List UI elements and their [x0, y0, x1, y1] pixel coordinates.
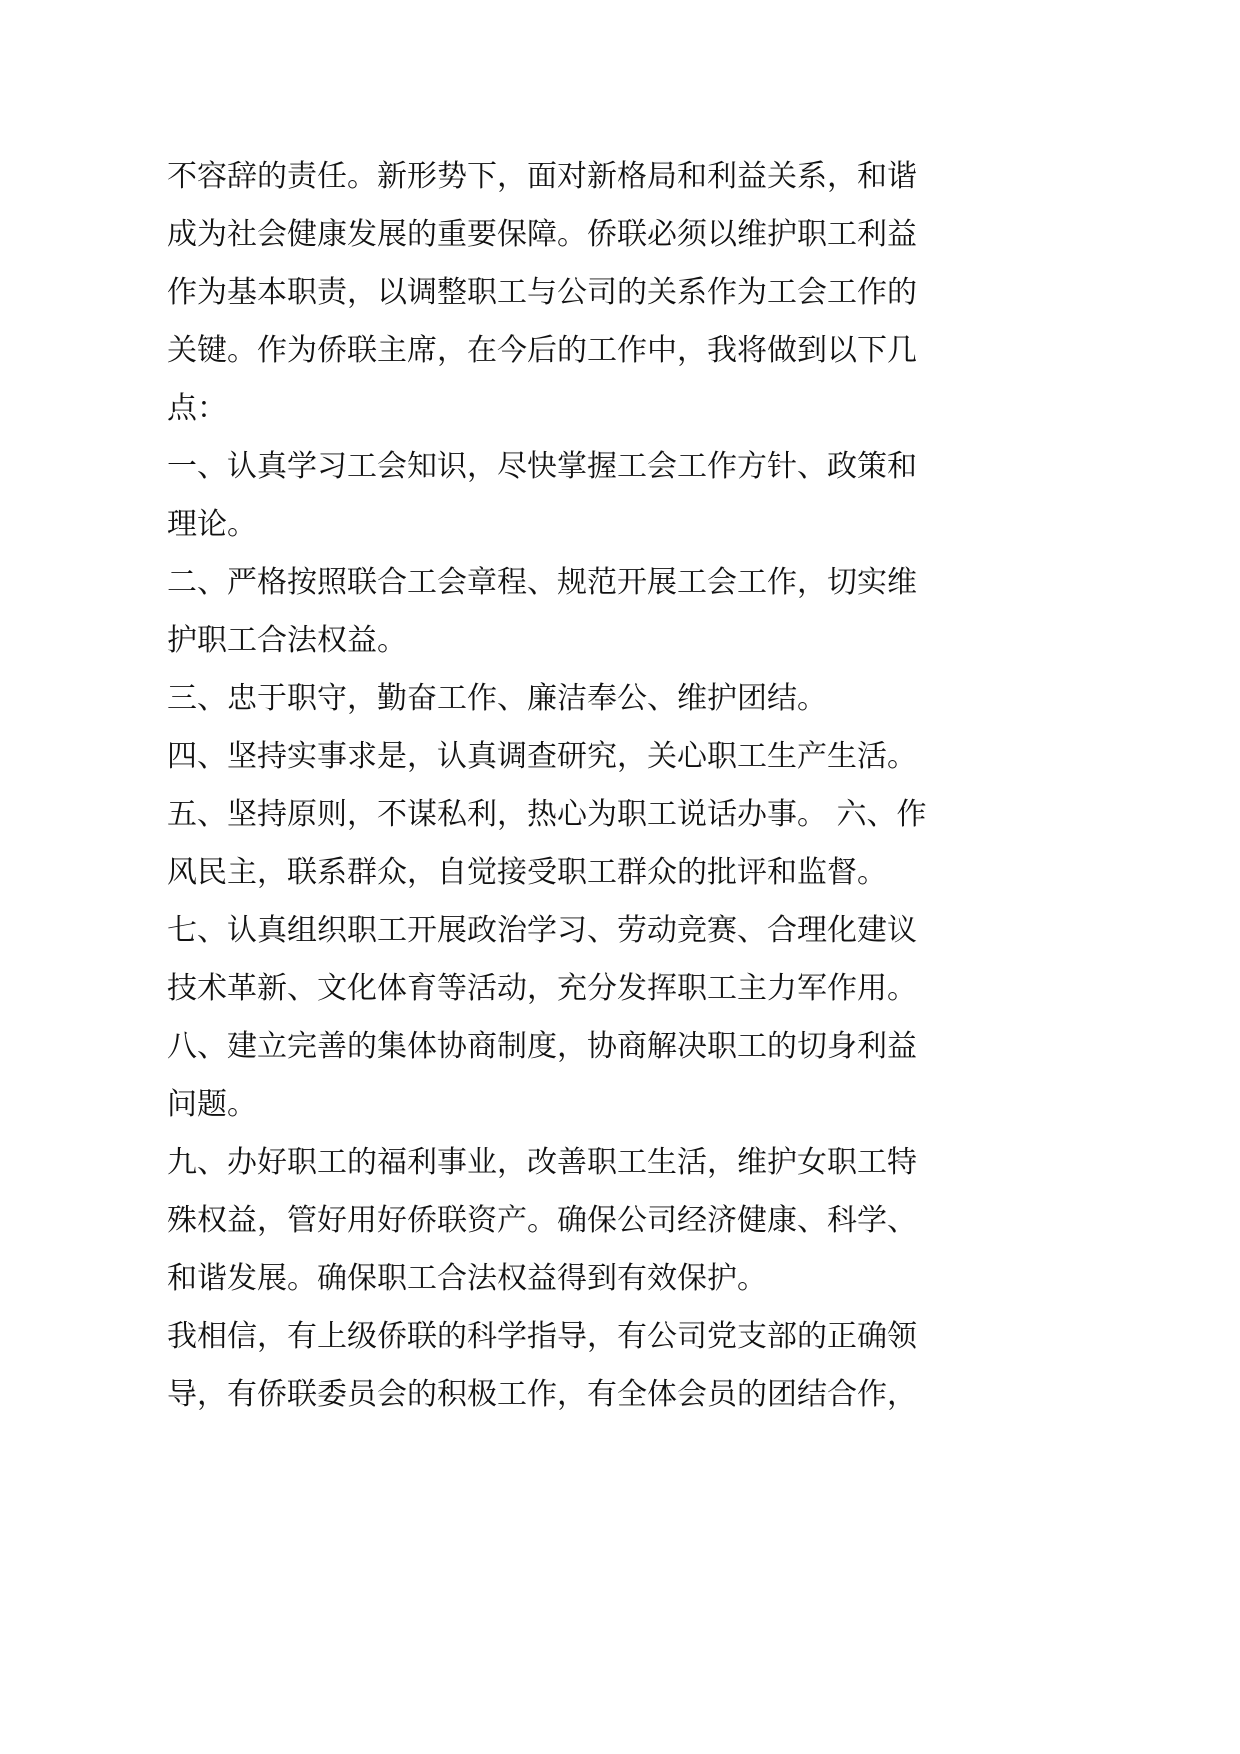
text-line: 三、忠于职守，勤奋工作、廉洁奉公、维护团结。: [167, 681, 827, 716]
body-text: [167, 148, 942, 1424]
text-line: 成为社会健康发展的重要保障。侨联必须以维护职工利益: [167, 217, 917, 252]
text-line: 七、认真组织职工开展政治学习、劳动竞赛、合理化建议: [167, 913, 917, 948]
text-line: 不容辞的责任。新形势下，面对新格局和利益关系，和谐: [167, 159, 917, 194]
text-line: 和谐发展。确保职工合法权益得到有效保护。: [167, 1261, 767, 1296]
text-line: 四、坚持实事求是，认真调查研究，关心职工生产生活。: [167, 739, 917, 774]
text-line: 我相信，有上级侨联的科学指导，有公司党支部的正确领: [167, 1319, 917, 1354]
text-line: 护职工合法权益。: [167, 623, 407, 658]
text-line: 技术革新、文化体育等活动，充分发挥职工主力军作用。: [167, 971, 917, 1006]
text-line: 作为基本职责，以调整职工与公司的关系作为工会工作的: [167, 275, 917, 310]
text-line: 风民主，联系群众，自觉接受职工群众的批评和监督。: [167, 855, 887, 890]
text-line: 五、坚持原则，不谋私利，热心为职工说话办事。 六、作: [167, 797, 927, 832]
text-line: 问题。: [167, 1087, 257, 1122]
text-line: 一、认真学习工会知识，尽快掌握工会工作方针、政策和: [167, 449, 917, 484]
text-line: 九、办好职工的福利事业，改善职工生活，维护女职工特: [167, 1145, 917, 1180]
text-line: 二、严格按照联合工会章程、规范开展工会工作，切实维: [167, 565, 917, 600]
text-line: 理论。: [167, 507, 257, 542]
text-line: 导，有侨联委员会的积极工作，有全体会员的团结合作，: [167, 1377, 917, 1412]
text-line: 八、建立完善的集体协商制度，协商解决职工的切身利益: [167, 1029, 917, 1064]
text-line: 点：: [167, 391, 227, 426]
text-line: 关键。作为侨联主席，在今后的工作中，我将做到以下几: [167, 333, 917, 368]
text-line: 殊权益，管好用好侨联资产。确保公司经济健康、科学、: [167, 1203, 917, 1238]
